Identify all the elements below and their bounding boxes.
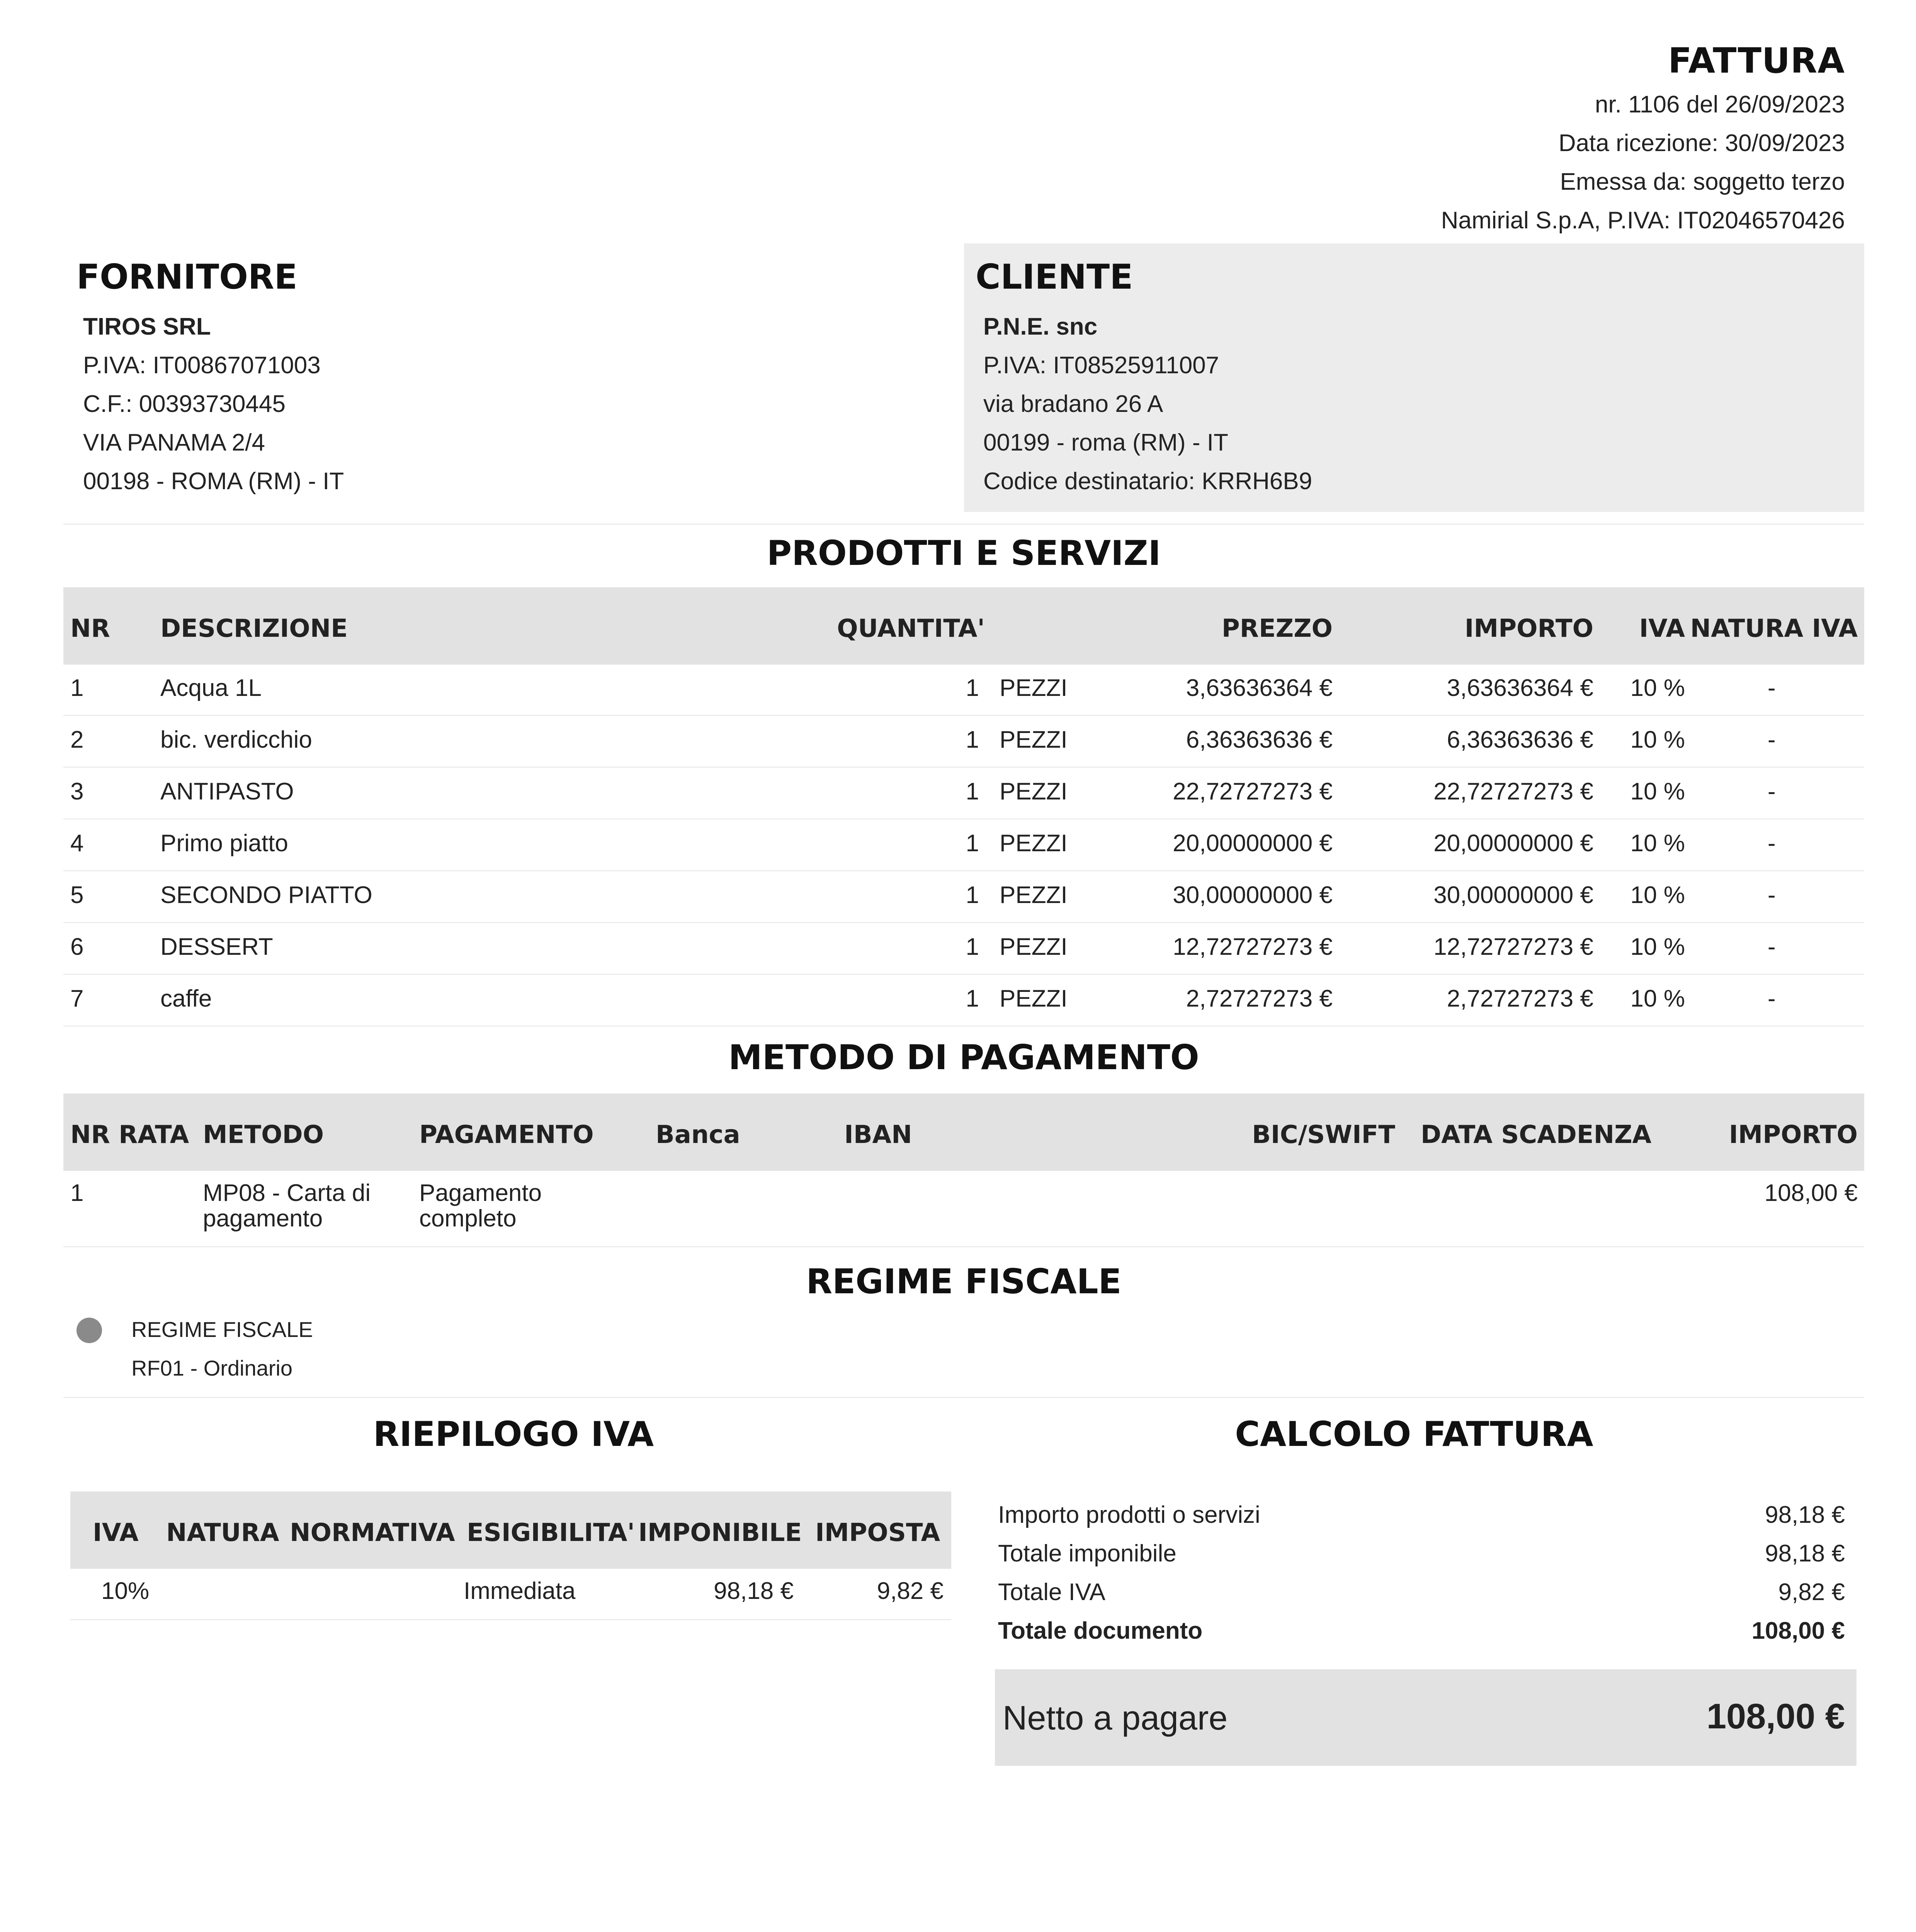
row-quantita: 1 — [966, 985, 979, 1012]
calcolo-label-iva: Totale IVA — [998, 1579, 1106, 1605]
calcolo-value-totale: 108,00 € — [1751, 1617, 1845, 1644]
intermediary: Namirial S.p.A, P.IVA: IT02046570426 — [1441, 207, 1845, 234]
row-importo: 30,00000000 € — [1433, 882, 1593, 908]
payment-section-title: METODO DI PAGAMENTO — [728, 1037, 1199, 1077]
calcolo-section-title: CALCOLO FATTURA — [1235, 1414, 1593, 1454]
riepilogo-section-title: RIEPILOGO IVA — [373, 1414, 654, 1454]
col-prezzo: PREZZO — [1221, 614, 1333, 643]
row-separator — [63, 870, 1864, 871]
row-iva: 10 % — [1630, 830, 1685, 857]
row-natura: - — [1768, 726, 1776, 753]
row-iva: 10 % — [1630, 675, 1685, 701]
client-section-title: CLIENTE — [976, 257, 1133, 297]
col-imposta: IMPOSTA — [815, 1519, 940, 1547]
issued-by: Emessa da: soggetto terzo — [1560, 168, 1845, 195]
col-natura: NATURA — [166, 1519, 279, 1547]
regime-section-title: REGIME FISCALE — [806, 1262, 1122, 1301]
col-quantita: QUANTITA' — [837, 614, 985, 643]
row-separator — [70, 1619, 951, 1620]
client-recipient-code: Codice destinatario: KRRH6B9 — [983, 468, 1312, 495]
row-quantita: 1 — [966, 882, 979, 908]
row-natura: - — [1768, 675, 1776, 701]
col-importo: IMPORTO — [1729, 1121, 1858, 1149]
products-section-title: PRODOTTI E SERVIZI — [767, 533, 1161, 573]
rata-pagamento-line1: Pagamento — [419, 1180, 542, 1206]
col-natura-iva: NATURA IVA — [1690, 614, 1858, 643]
row-unita: PEZZI — [1000, 830, 1068, 857]
row-natura: - — [1768, 830, 1776, 857]
row-quantita: 1 — [966, 675, 979, 701]
col-iva: IVA — [1639, 614, 1685, 643]
row-separator — [63, 1397, 1864, 1398]
row-nr: 7 — [70, 985, 84, 1012]
row-natura: - — [1768, 985, 1776, 1012]
calcolo-value-imponibile: 98,18 € — [1765, 1540, 1845, 1567]
document-title: FATTURA — [1668, 41, 1845, 81]
row-unita: PEZZI — [1000, 778, 1068, 805]
col-nr: NR — [70, 614, 110, 643]
col-descrizione: DESCRIZIONE — [160, 614, 348, 643]
netto-label: Netto a pagare — [1003, 1699, 1228, 1737]
col-metodo: METODO — [203, 1121, 324, 1149]
netto-value: 108,00 € — [1706, 1697, 1845, 1736]
rata-pagamento-line2: completo — [419, 1205, 517, 1232]
row-iva: 10 % — [1630, 985, 1685, 1012]
supplier-vat: P.IVA: IT00867071003 — [83, 352, 321, 379]
riepilogo-iva: 10% — [101, 1578, 150, 1604]
regime-value: RF01 - Ordinario — [131, 1356, 293, 1380]
row-importo: 6,36363636 € — [1447, 726, 1593, 753]
calcolo-label-prodotti: Importo prodotti o servizi — [998, 1502, 1260, 1528]
row-separator — [63, 818, 1864, 820]
row-unita: PEZZI — [1000, 985, 1068, 1012]
row-importo: 2,72727273 € — [1447, 985, 1593, 1012]
row-descrizione: Primo piatto — [160, 830, 288, 857]
bullet-icon — [77, 1318, 102, 1343]
supplier-tax-code: C.F.: 00393730445 — [83, 391, 286, 417]
row-quantita: 1 — [966, 778, 979, 805]
row-nr: 6 — [70, 934, 84, 960]
supplier-section-title: FORNITORE — [77, 257, 298, 297]
col-banca: Banca — [656, 1121, 740, 1149]
calcolo-label-totale: Totale documento — [998, 1617, 1203, 1644]
col-nr-rata: NR RATA — [70, 1121, 189, 1149]
row-importo: 22,72727273 € — [1433, 778, 1593, 805]
row-descrizione: caffe — [160, 985, 212, 1012]
row-unita: PEZZI — [1000, 675, 1068, 701]
col-data-scadenza: DATA SCADENZA — [1421, 1121, 1652, 1149]
divider — [63, 524, 1864, 525]
reception-date: Data ricezione: 30/09/2023 — [1558, 130, 1845, 156]
row-nr: 5 — [70, 882, 84, 908]
calcolo-value-prodotti: 98,18 € — [1765, 1502, 1845, 1528]
client-name: P.N.E. snc — [983, 313, 1098, 340]
row-nr: 1 — [70, 675, 84, 701]
client-vat: P.IVA: IT08525911007 — [983, 352, 1219, 379]
col-esigibilita: ESIGIBILITA' — [467, 1519, 635, 1547]
col-bic-swift: BIC/SWIFT — [1252, 1121, 1395, 1149]
row-nr: 4 — [70, 830, 84, 857]
col-pagamento: PAGAMENTO — [419, 1121, 594, 1149]
invoice-number: nr. 1106 del 26/09/2023 — [1595, 91, 1845, 118]
row-iva: 10 % — [1630, 934, 1685, 960]
row-separator — [63, 1026, 1864, 1027]
row-quantita: 1 — [966, 830, 979, 857]
riepilogo-imposta: 9,82 € — [877, 1578, 944, 1604]
row-descrizione: SECONDO PIATTO — [160, 882, 372, 908]
supplier-city: 00198 - ROMA (RM) - IT — [83, 468, 344, 495]
row-natura: - — [1768, 934, 1776, 960]
row-prezzo: 30,00000000 € — [1173, 882, 1333, 908]
row-importo: 12,72727273 € — [1433, 934, 1593, 960]
row-prezzo: 20,00000000 € — [1173, 830, 1333, 857]
col-imponibile: IMPONIBILE — [638, 1519, 802, 1547]
client-city: 00199 - roma (RM) - IT — [983, 429, 1228, 456]
row-prezzo: 12,72727273 € — [1173, 934, 1333, 960]
row-prezzo: 6,36363636 € — [1186, 726, 1333, 753]
supplier-address: VIA PANAMA 2/4 — [83, 429, 265, 456]
row-iva: 10 % — [1630, 778, 1685, 805]
calcolo-label-imponibile: Totale imponibile — [998, 1540, 1176, 1567]
riepilogo-imponibile: 98,18 € — [714, 1578, 794, 1604]
row-importo: 20,00000000 € — [1433, 830, 1593, 857]
riepilogo-esigibilita: Immediata — [464, 1578, 576, 1604]
row-descrizione: Acqua 1L — [160, 675, 262, 701]
row-prezzo: 22,72727273 € — [1173, 778, 1333, 805]
calcolo-value-iva: 9,82 € — [1778, 1579, 1845, 1605]
row-quantita: 1 — [966, 726, 979, 753]
row-nr: 2 — [70, 726, 84, 753]
row-separator — [63, 1246, 1864, 1247]
rata-metodo-line2: pagamento — [203, 1205, 323, 1232]
row-prezzo: 2,72727273 € — [1186, 985, 1333, 1012]
row-unita: PEZZI — [1000, 882, 1068, 908]
row-descrizione: bic. verdicchio — [160, 726, 312, 753]
rata-importo: 108,00 € — [1764, 1180, 1858, 1206]
row-iva: 10 % — [1630, 726, 1685, 753]
row-descrizione: ANTIPASTO — [160, 778, 294, 805]
col-normativa: NORMATIVA — [290, 1519, 455, 1547]
row-separator — [63, 974, 1864, 975]
row-natura: - — [1768, 778, 1776, 805]
client-address: via bradano 26 A — [983, 391, 1163, 417]
row-separator — [63, 715, 1864, 716]
row-iva: 10 % — [1630, 882, 1685, 908]
col-iban: IBAN — [844, 1121, 912, 1149]
row-descrizione: DESSERT — [160, 934, 273, 960]
row-unita: PEZZI — [1000, 934, 1068, 960]
row-prezzo: 3,63636364 € — [1186, 675, 1333, 701]
row-separator — [63, 767, 1864, 768]
row-importo: 3,63636364 € — [1447, 675, 1593, 701]
row-unita: PEZZI — [1000, 726, 1068, 753]
row-quantita: 1 — [966, 934, 979, 960]
row-natura: - — [1768, 882, 1776, 908]
col-importo: IMPORTO — [1464, 614, 1593, 643]
col-iva: IVA — [93, 1519, 139, 1547]
row-separator — [63, 922, 1864, 923]
regime-label: REGIME FISCALE — [131, 1317, 313, 1342]
row-nr: 3 — [70, 778, 84, 805]
supplier-name: TIROS SRL — [83, 313, 211, 340]
rata-metodo-line1: MP08 - Carta di — [203, 1180, 371, 1206]
rata-nr: 1 — [70, 1180, 84, 1206]
